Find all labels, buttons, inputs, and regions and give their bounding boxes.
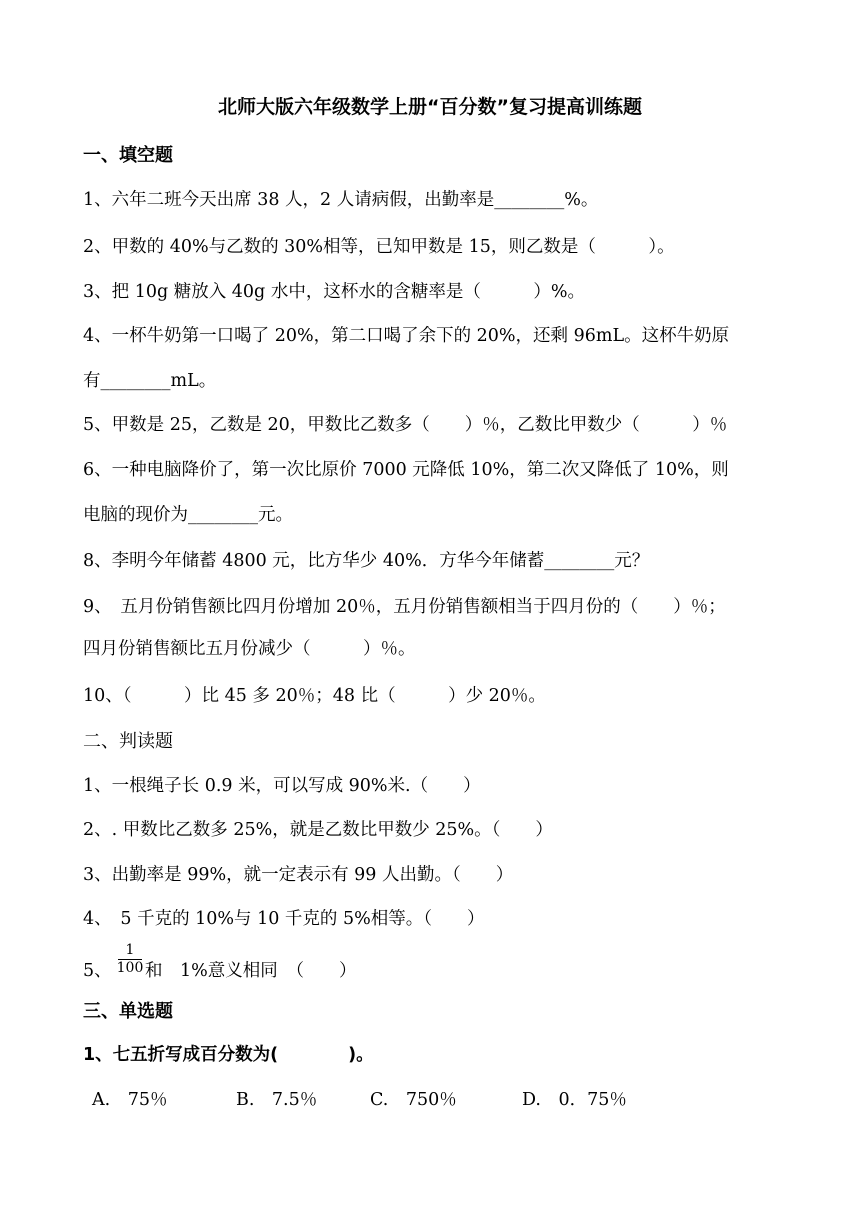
option-a: A. 75％ — [92, 1090, 168, 1110]
question-1-9-line2: 四月份销售额比五月份减少（ ）％。 — [83, 639, 416, 659]
fraction-one-hundredth — [116, 942, 144, 976]
question-1-4-line1: 4、一杯牛奶第一口喝了 20%，第二口喝了余下的 20%，还剩 96mL。这杯牛奶原 — [83, 326, 730, 346]
question-3-1: 1、七五折写成百分数为( )。 — [83, 1045, 374, 1065]
fraction-denominator: 100 — [116, 960, 144, 976]
question-2-5-text: 和 1%意义相同 （ ） — [145, 961, 357, 981]
question-2-4: 4、 5 千克的 10%与 10 千克的 5%相等。（ ） — [83, 909, 485, 929]
option-d: D. 0．75％ — [522, 1090, 627, 1110]
question-2-1: 1、一根绳子长 0.9 米，可以写成 90%米.（ ） — [83, 776, 481, 796]
question-2-2: 2、. 甲数比乙数多 25%，就是乙数比甲数少 25%。（ ） — [83, 820, 553, 840]
section-heading-single-choice: 三、单选题 — [83, 1001, 173, 1022]
question-2-3: 3、出勤率是 99%，就一定表示有 99 人出勤。（ ） — [83, 865, 514, 885]
question-1-2: 2、甲数的 40%与乙数的 30%相等，已知甲数是 15，则乙数是（ ）。 — [83, 237, 675, 257]
section-heading-true-false: 二、判读题 — [83, 731, 173, 752]
page-title: 北师大版六年级数学上册“百分数”复习提高训练题 — [218, 96, 642, 118]
question-1-10: 10、（ ）比 45 多 20％；48 比（ ）少 20％。 — [83, 686, 546, 706]
section-heading-fill-in: 一、填空题 — [83, 145, 173, 166]
question-1-6-line2: 电脑的现价为________元。 — [83, 505, 293, 525]
question-1-3: 3、把 10g 糖放入 40g 水中，这杯水的含糖率是（ ）%。 — [83, 282, 585, 302]
question-1-4-line2: 有________mL。 — [83, 371, 217, 391]
question-1-8: 8、李明今年储蓄 4800 元，比方华少 40%．方华今年储蓄________元？ — [83, 551, 650, 571]
question-1-6-line1: 6、一种电脑降价了，第一次比原价 7000 元降低 10%，第二次又降低了 10%，则 — [83, 460, 729, 480]
option-b: B. 7.5％ — [236, 1090, 318, 1110]
option-c: C. 750％ — [370, 1090, 457, 1110]
question-1-9-line1: 9、 五月份销售额比四月份增加 20％，五月份销售额相当于四月份的（ ）％； — [83, 597, 726, 617]
fraction-numerator: 1 — [125, 942, 135, 958]
question-1-5: 5、甲数是 25，乙数是 20，甲数比乙数多（ ）％，乙数比甲数少（ ）％ — [83, 415, 728, 435]
question-2-5-prefix: 5、 — [83, 961, 112, 981]
question-1-1: 1、六年二班今天出席 38 人，2 人请病假，出勤率是________%。 — [83, 190, 599, 210]
